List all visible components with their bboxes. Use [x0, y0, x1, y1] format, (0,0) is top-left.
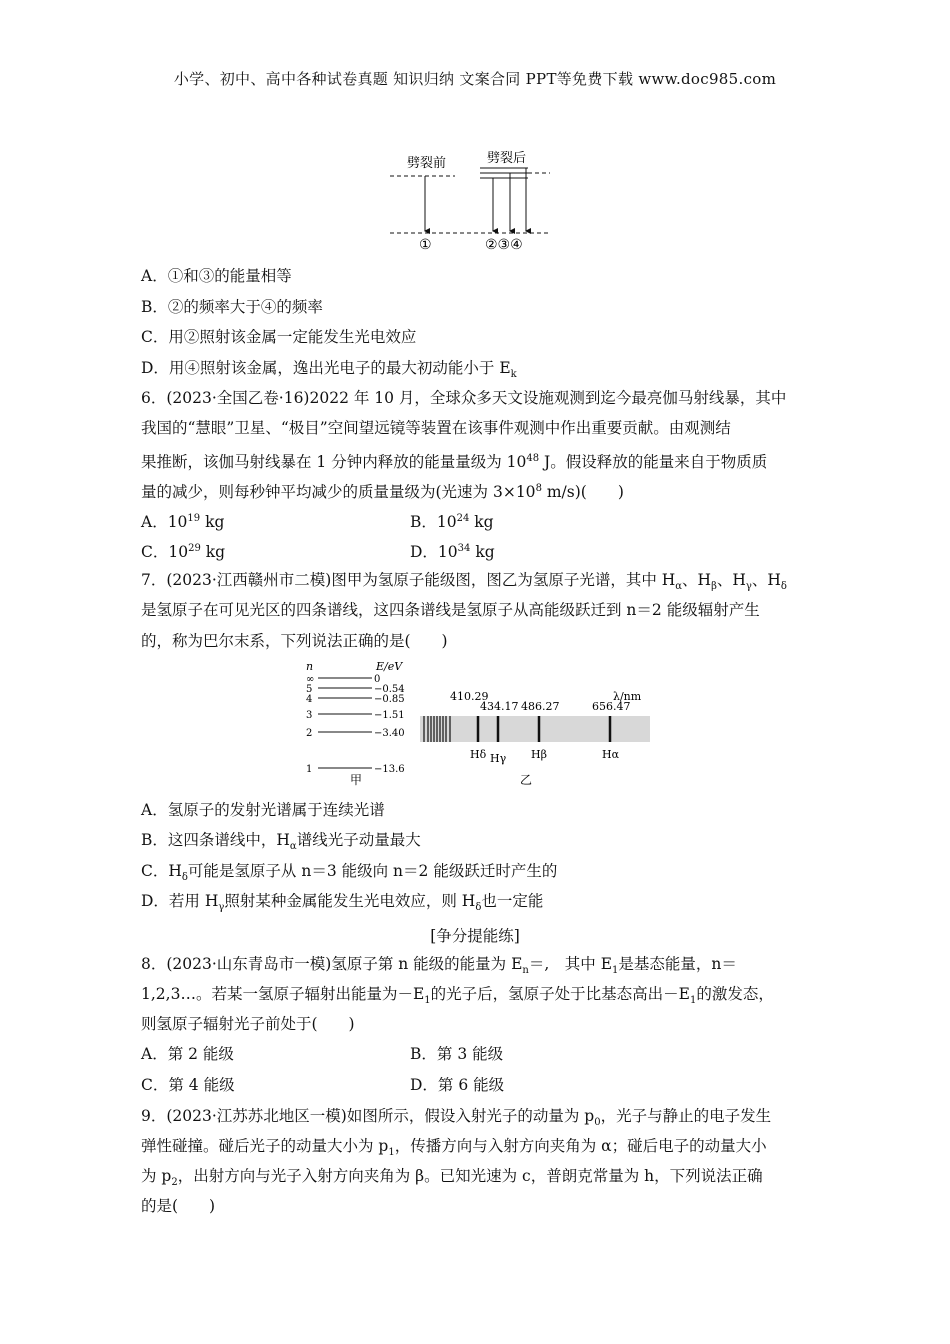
- q8-option-b: B．第 3 能级: [410, 1045, 504, 1063]
- q8-option-d: D．第 6 能级: [410, 1076, 505, 1094]
- q8-line-2: 1,2,3…。若某一氢原子辐射出能量为$-E_1$的光子后，氢原子处于比基态高出$-E_1$的激发态，: [141, 985, 774, 1007]
- spectral-line-name: Hβ: [531, 748, 547, 761]
- q6-option-a: A．$10^{19}$ kg: [141, 513, 225, 532]
- caption-jia: 甲: [350, 773, 363, 787]
- q8-line-3: 则氢原子辐射光子前处于( ): [141, 1015, 355, 1033]
- level-n-label: 5: [306, 684, 313, 695]
- wavelength-label: 656.47: [592, 700, 631, 713]
- q9-line-1: 9．(2023·江苏苏北地区一模)如图所示，假设入射光子的动量为 $p_0$，光子与静止的电子发生: [141, 1107, 772, 1129]
- q9-line-4: 的是( ): [141, 1197, 216, 1215]
- section-title: [争分提能练]: [430, 927, 520, 945]
- level-n-label: 4: [306, 694, 313, 705]
- caption-yi: 乙: [520, 773, 533, 787]
- q9-line-2: 弹性碰撞。碰后光子的动量大小为 $p_1$，传播方向与入射方向夹角为 α；碰后电子的动量大小: [141, 1137, 767, 1159]
- level-n-label: 1: [306, 764, 313, 775]
- q6-line-4: 量的减少，则每秒钟平均减少的质量量级为(光速为 $3\times 10^8$ m/s)( ): [141, 483, 624, 502]
- spectral-line-name: Hδ: [470, 748, 487, 761]
- n-axis-label: n: [306, 660, 314, 673]
- marker-1: ①: [419, 237, 432, 253]
- q5-option-a: A．①和③的能量相等: [141, 267, 292, 285]
- q7-option-c: C．$H_\delta$可能是氢原子从 n＝3 能级向 n＝2 能级跃迁时产生的: [141, 862, 558, 884]
- level-energy-label: −3.40: [374, 728, 405, 739]
- spectral-line-name: Hγ: [490, 752, 507, 765]
- level-energy-label: −0.85: [374, 694, 405, 705]
- wavelength-label: 410.29: [450, 690, 489, 703]
- spectral-line-name: Hα: [602, 748, 620, 761]
- q9-line-3: 为 $p_2$，出射方向与光子入射方向夹角为 β。已知光速为 c，普朗克常量为 h，下列说法正确: [141, 1167, 763, 1189]
- q6-line-1: 6．(2023·全国乙卷·16)2022 年 10 月，全球众多天文设施观测到迄今最亮伽马射线暴，其中: [141, 389, 787, 407]
- q5-option-d: D．用④照射该金属，逸出光电子的最大初动能小于 $E_k$: [141, 359, 517, 381]
- level-n-label: 2: [306, 728, 313, 739]
- wavelength-label: 486.27: [521, 700, 560, 713]
- wavelength-label: 434.17: [480, 700, 519, 713]
- page-header: 小学、初中、高中各种试卷真题 知识归纳 文案合同 PPT等免费下载 www.doc985.com: [173, 70, 777, 88]
- energy-axis-label: E/eV: [376, 660, 403, 673]
- q7-option-b: B．这四条谱线中，$H_\alpha$谱线光子动量最大: [141, 831, 421, 853]
- q8-line-1: 8．(2023·山东青岛市一模)氢原子第 n 能级的能量为 $E_n=$, 其中 $E_1$是基态能量，n＝: [141, 955, 737, 977]
- q7-option-d: D．若用 $H_\gamma$照射某种金属能发生光电效应，则 $H_\delta$也一定能: [141, 892, 544, 914]
- q7-option-a: A．氢原子的发射光谱属于连续光谱: [141, 801, 385, 819]
- q8-option-a: A．第 2 能级: [141, 1045, 234, 1063]
- q6-line-2: 我国的“慧眼”卫星、“极目”空间望远镜等装置在该事件观测中作出重要贡献。由观测结: [141, 419, 731, 437]
- level-n-label: 3: [306, 710, 313, 721]
- q6-line-3: 果推断，该伽马射线暴在 1 分钟内释放的能量量级为 $10^{48}$ J。假设释放的能量来自于物质质: [141, 453, 768, 472]
- spectrum-band: [420, 716, 650, 742]
- q6-option-b: B．$10^{24}$ kg: [410, 513, 494, 532]
- hydrogen-figure: [298, 658, 668, 788]
- q7-line-3: 的，称为巴尔末系，下列说法正确的是( ): [141, 632, 448, 650]
- level-energy-label: −1.51: [374, 710, 405, 721]
- level-energy-label: 0: [374, 674, 381, 685]
- q6-option-c: C．$10^{29}$ kg: [141, 543, 226, 562]
- level-energy-label: −0.54: [374, 684, 405, 695]
- q7-line-1: 7．(2023·江西赣州市二模)图甲为氢原子能级图，图乙为氢原子光谱，其中 $H_\alpha$、$H_\beta$、$H_\gamma$、$H_\delta$: [141, 571, 787, 593]
- level-n-label: ∞: [306, 674, 315, 685]
- q8-option-c: C．第 4 能级: [141, 1076, 235, 1094]
- label-before-split: 劈裂前: [407, 156, 447, 171]
- level-energy-label: −13.6: [374, 764, 405, 775]
- q5-option-b: B．②的频率大于④的频率: [141, 298, 323, 316]
- lambda-label: λ/nm: [613, 690, 642, 703]
- splitting-figure: [380, 145, 560, 255]
- label-after-split: 劈裂后: [487, 151, 527, 166]
- q7-line-2: 是氢原子在可见光区的四条谱线，这四条谱线是氢原子从高能级跃迁到 n＝2 能级辐射产生: [141, 601, 760, 619]
- marker-2-3-4: ②③④: [485, 237, 523, 253]
- q5-option-c: C．用②照射该金属一定能发生光电效应: [141, 328, 417, 346]
- q6-option-d: D．$10^{34}$ kg: [410, 543, 495, 562]
